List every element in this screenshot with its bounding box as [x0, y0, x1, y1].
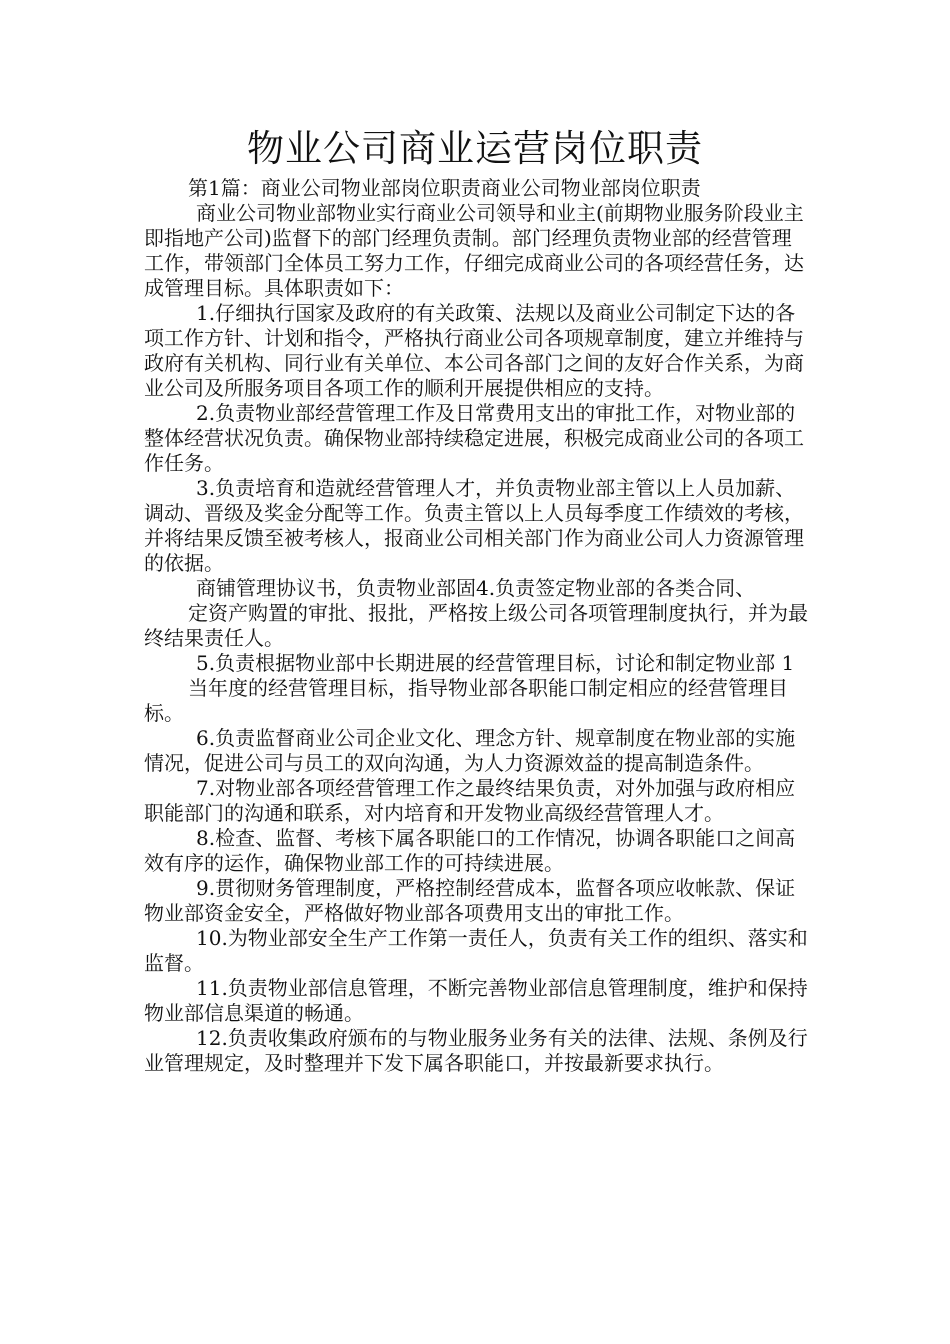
- duty-item-3: 3.负责培育和造就经营管理人才，并负责物业部主管以上人员加薪、调动、晋级及奖金分配等工作。负责主管以上人员每季度工作绩效的考核，并将结果反馈至被考核人，报商业公司相关部门作为商业公司人力资源管理的依据。: [144, 476, 804, 575]
- intro-paragraph: 商业公司物业部物业实行商业公司领导和业主(前期物业服务阶段业主即指地产公司)监督下的部门经理负责制。部门经理负责物业部的经营管理工作，带领部门全体员工努力工作，仔细完成商业公司的各项经营任务，达成管理目标。具体职责如下：: [144, 201, 804, 300]
- document-title: 物业公司商业运营岗位职责: [247, 127, 703, 170]
- duty-item-5a: 5.负责根据物业部中长期进展的经营管理目标，讨论和制定物业部 1: [196, 651, 795, 675]
- duty-item-6: 6.负责监督商业公司企业文化、理念方针、规章制度在物业部的实施情况，促进公司与员工的双向沟通，为人力资源效益的提高制造条件。: [144, 726, 796, 775]
- duty-item-10: 10.为物业部安全生产工作第一责任人，负责有关工作的组织、落实和监督。: [144, 926, 808, 975]
- duty-item-9: 9.贯彻财务管理制度，严格控制经营成本，监督各项应收帐款、保证物业部资金安全，严格做好物业部各项费用支出的审批工作。: [144, 876, 796, 925]
- duty-item-12: 12.负责收集政府颁布的与物业服务业务有关的法律、法规、条例及行业管理规定，及时整理并下发下属各职能口，并按最新要求执行。: [144, 1026, 808, 1075]
- section-subheading: 第1篇：商业公司物业部岗位职责商业公司物业部岗位职责: [188, 176, 701, 200]
- duty-item-11: 11.负责物业部信息管理，不断完善物业部信息管理制度，维护和保持物业部信息渠道的畅通。: [144, 976, 808, 1025]
- duty-item-5b: 当年度的经营管理目标，指导物业部各职能口制定相应的经营管理目标。: [144, 676, 788, 725]
- duty-item-4a: 商铺管理协议书，负责物业部固4.负责签定物业部的各类合同、: [196, 576, 756, 600]
- duty-item-4b: 定资产购置的审批、报批，严格按上级公司各项管理制度执行，并为最终结果责任人。: [144, 601, 808, 650]
- duty-item-2: 2.负责物业部经营管理工作及日常费用支出的审批工作，对物业部的整体经营状况负责。确保物业部持续稳定进展，积极完成商业公司的各项工作任务。: [144, 401, 804, 475]
- duty-item-8: 8.检查、监督、考核下属各职能口的工作情况，协调各职能口之间高效有序的运作，确保物业部工作的可持续进展。: [144, 826, 796, 875]
- duty-item-1: 1.仔细执行国家及政府的有关政策、法规以及商业公司制定下达的各项工作方针、计划和指令，严格执行商业公司各项规章制度，建立并维持与政府有关机构、同行业有关单位、本公司各部门之间的友好合作关系，为商业公司及所服务项目各项工作的顺利开展提供相应的支持。: [144, 301, 804, 400]
- duty-item-7: 7.对物业部各项经营管理工作之最终结果负责，对外加强与政府相应职能部门的沟通和联系，对内培育和开发物业高级经营管理人才。: [144, 776, 796, 825]
- document-body: [144, 176, 809, 1076]
